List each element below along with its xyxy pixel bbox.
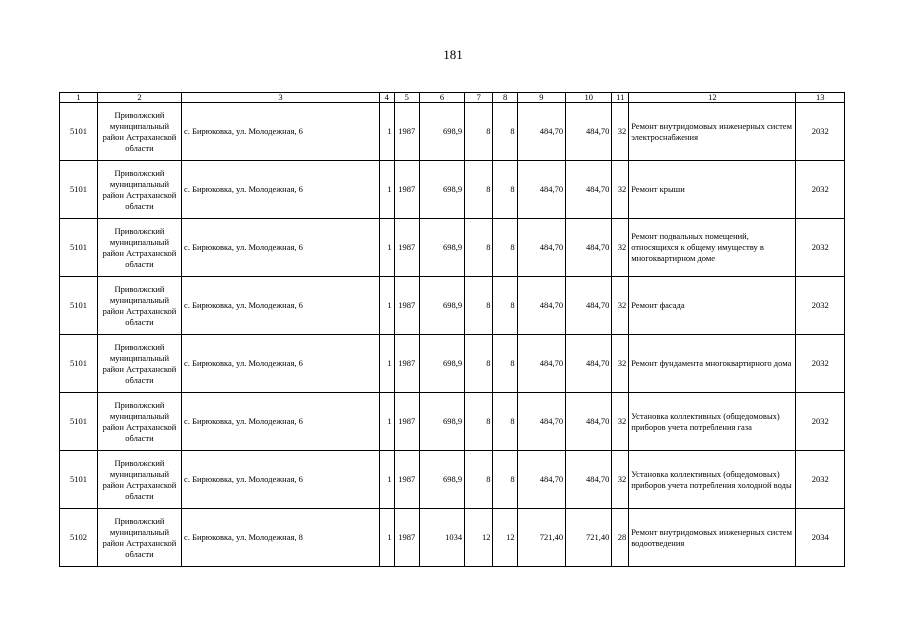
district-cell: Приволжский муниципальный район Астраханской области: [97, 393, 181, 451]
year-built-cell: 1987: [394, 393, 419, 451]
planned-year-cell: 2032: [796, 219, 845, 277]
col11-cell: 32: [612, 161, 629, 219]
district-cell: Приволжский муниципальный район Астраханской области: [97, 219, 181, 277]
col10-cell: 484,70: [566, 451, 612, 509]
year-built-cell: 1987: [394, 103, 419, 161]
col8-cell: 8: [493, 161, 517, 219]
col11-cell: 32: [612, 393, 629, 451]
col10-cell: 484,70: [566, 219, 612, 277]
header-cell: 11: [612, 93, 629, 103]
col4-cell: 1: [379, 451, 394, 509]
row-id-cell: 5101: [60, 277, 98, 335]
work-type-cell: Ремонт фасада: [629, 277, 796, 335]
table-row: [60, 103, 845, 161]
planned-year-cell: 2032: [796, 161, 845, 219]
col8-cell: 8: [493, 393, 517, 451]
col9-cell: 484,70: [517, 451, 565, 509]
planned-year-cell: 2032: [796, 277, 845, 335]
col4-cell: 1: [379, 393, 394, 451]
year-built-cell: 1987: [394, 335, 419, 393]
district-cell: Приволжский муниципальный район Астраханской области: [97, 451, 181, 509]
table-row: [60, 393, 845, 451]
col9-cell: 484,70: [517, 393, 565, 451]
col8-cell: 8: [493, 219, 517, 277]
work-type-cell: Ремонт фундамента многоквартирного дома: [629, 335, 796, 393]
col9-cell: 484,70: [517, 103, 565, 161]
col10-cell: 721,40: [566, 509, 612, 567]
header-row: [60, 93, 845, 103]
address-cell: с. Бирюковка, ул. Молодежная, 8: [182, 509, 380, 567]
col11-cell: 32: [612, 451, 629, 509]
header-cell: 3: [182, 93, 380, 103]
address-cell: с. Бирюковка, ул. Молодежная, 6: [182, 335, 380, 393]
col11-cell: 32: [612, 219, 629, 277]
col11-cell: 32: [612, 335, 629, 393]
col4-cell: 1: [379, 103, 394, 161]
header-cell: 13: [796, 93, 845, 103]
header-cell: 2: [97, 93, 181, 103]
col8-cell: 8: [493, 103, 517, 161]
work-type-cell: Ремонт внутридомовых инженерных систем электроснабжения: [629, 103, 796, 161]
header-cell: 10: [566, 93, 612, 103]
col7-cell: 8: [465, 277, 493, 335]
col7-cell: 8: [465, 335, 493, 393]
col8-cell: 8: [493, 335, 517, 393]
address-cell: с. Бирюковка, ул. Молодежная, 6: [182, 161, 380, 219]
col4-cell: 1: [379, 219, 394, 277]
col4-cell: 1: [379, 277, 394, 335]
year-built-cell: 1987: [394, 509, 419, 567]
row-id-cell: 5101: [60, 161, 98, 219]
col10-cell: 484,70: [566, 277, 612, 335]
col4-cell: 1: [379, 161, 394, 219]
col7-cell: 8: [465, 103, 493, 161]
work-type-cell: Ремонт внутридомовых инженерных систем водоотведения: [629, 509, 796, 567]
header-cell: 1: [60, 93, 98, 103]
year-built-cell: 1987: [394, 451, 419, 509]
col10-cell: 484,70: [566, 103, 612, 161]
header-cell: 5: [394, 93, 419, 103]
col9-cell: 484,70: [517, 277, 565, 335]
row-id-cell: 5101: [60, 335, 98, 393]
table-row: [60, 161, 845, 219]
col10-cell: 484,70: [566, 335, 612, 393]
col4-cell: 1: [379, 335, 394, 393]
year-built-cell: 1987: [394, 219, 419, 277]
work-type-cell: Ремонт подвальных помещений, относящихся к общему имуществу в многоквартирном доме: [629, 219, 796, 277]
col7-cell: 8: [465, 393, 493, 451]
address-cell: с. Бирюковка, ул. Молодежная, 6: [182, 393, 380, 451]
district-cell: Приволжский муниципальный район Астраханской области: [97, 161, 181, 219]
header-cell: 7: [465, 93, 493, 103]
row-id-cell: 5101: [60, 219, 98, 277]
table-row: [60, 509, 845, 567]
district-cell: Приволжский муниципальный район Астраханской области: [97, 335, 181, 393]
col8-cell: 8: [493, 451, 517, 509]
planned-year-cell: 2032: [796, 103, 845, 161]
row-id-cell: 5102: [60, 509, 98, 567]
col6-cell: 698,9: [419, 335, 464, 393]
row-id-cell: 5101: [60, 393, 98, 451]
work-type-cell: Установка коллективных (общедомовых) приборов учета потребления газа: [629, 393, 796, 451]
planned-year-cell: 2032: [796, 335, 845, 393]
header-cell: 6: [419, 93, 464, 103]
table-row: [60, 451, 845, 509]
col4-cell: 1: [379, 509, 394, 567]
col11-cell: 32: [612, 103, 629, 161]
address-cell: с. Бирюковка, ул. Молодежная, 6: [182, 103, 380, 161]
table-row: [60, 219, 845, 277]
col9-cell: 484,70: [517, 161, 565, 219]
row-id-cell: 5101: [60, 451, 98, 509]
table-row: [60, 335, 845, 393]
work-type-cell: Ремонт крыши: [629, 161, 796, 219]
planned-year-cell: 2032: [796, 393, 845, 451]
planned-year-cell: 2032: [796, 451, 845, 509]
col6-cell: 698,9: [419, 103, 464, 161]
table-row: [60, 277, 845, 335]
year-built-cell: 1987: [394, 277, 419, 335]
col6-cell: 698,9: [419, 393, 464, 451]
district-cell: Приволжский муниципальный район Астраханской области: [97, 103, 181, 161]
col7-cell: 8: [465, 451, 493, 509]
col6-cell: 698,9: [419, 451, 464, 509]
district-cell: Приволжский муниципальный район Астраханской области: [97, 509, 181, 567]
col6-cell: 698,9: [419, 219, 464, 277]
address-cell: с. Бирюковка, ул. Молодежная, 6: [182, 451, 380, 509]
header-cell: 12: [629, 93, 796, 103]
year-built-cell: 1987: [394, 161, 419, 219]
col7-cell: 8: [465, 161, 493, 219]
col6-cell: 698,9: [419, 161, 464, 219]
work-type-cell: Установка коллективных (общедомовых) приборов учета потребления холодной воды: [629, 451, 796, 509]
district-cell: Приволжский муниципальный район Астраханской области: [97, 277, 181, 335]
col8-cell: 12: [493, 509, 517, 567]
col11-cell: 32: [612, 277, 629, 335]
page-number: 181: [443, 47, 463, 62]
address-cell: с. Бирюковка, ул. Молодежная, 6: [182, 219, 380, 277]
col9-cell: 484,70: [517, 219, 565, 277]
col7-cell: 8: [465, 219, 493, 277]
col8-cell: 8: [493, 277, 517, 335]
address-cell: с. Бирюковка, ул. Молодежная, 6: [182, 277, 380, 335]
col9-cell: 484,70: [517, 335, 565, 393]
col6-cell: 1034: [419, 509, 464, 567]
col11-cell: 28: [612, 509, 629, 567]
header-cell: 9: [517, 93, 565, 103]
col10-cell: 484,70: [566, 393, 612, 451]
capital-repair-table: [59, 92, 845, 567]
col9-cell: 721,40: [517, 509, 565, 567]
row-id-cell: 5101: [60, 103, 98, 161]
header-cell: 8: [493, 93, 517, 103]
planned-year-cell: 2034: [796, 509, 845, 567]
col6-cell: 698,9: [419, 277, 464, 335]
col10-cell: 484,70: [566, 161, 612, 219]
col7-cell: 12: [465, 509, 493, 567]
header-cell: 4: [379, 93, 394, 103]
